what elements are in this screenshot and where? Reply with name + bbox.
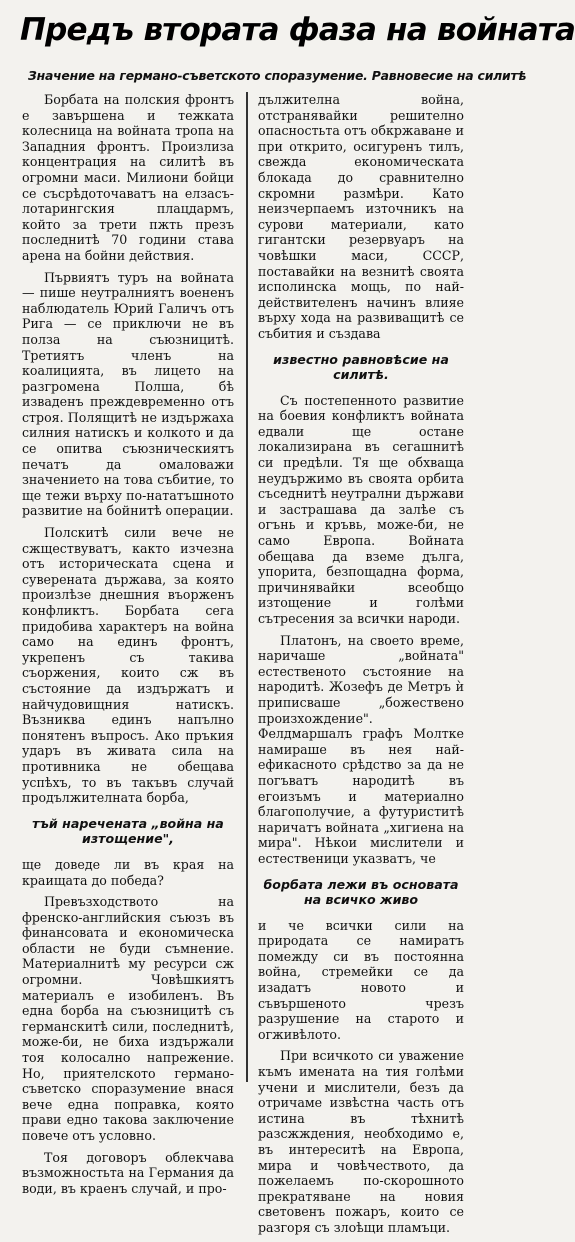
subheadline: Значение на германо-съветското споразумение. Равновесие на силитѣ	[28, 68, 527, 83]
intertitle: тъй наречената „война на изтощение",	[32, 815, 224, 847]
paragraph: Тоя договоръ облекчава възможностьта на Германия да води, въ краенъ случай, и про-	[22, 1149, 234, 1196]
headline: Предъ втората фаза на войната	[20, 12, 575, 48]
paragraph: Първиятъ туръ на войната — пише неутралниятъ воененъ наблюдатель Юрий Галичъ отъ Рига — се приключи не въ полза на съюзницитѣ. Третиятъ членъ на коалицията, въ лицето на разгромена Полша, бѣ изваденъ преждевременно отъ строя. Полящитѣ не издържаха силния натискъ и колкото и да се опитва съюзническиятъ печатъ да омаловажи значението на това събитие, то ще тежи върху по-нататъшното развитие на бойнитѣ операции.	[22, 269, 234, 519]
paragraph: Съ постепенното развитие на боевия конфликтъ войната едвали ще остане локализирана въ сегашнитѣ си предѣли. Тя ще обхваща неудържимо въ своята орбита съседнитѣ неутрални държави и застрашава да залѣе съ огънь и кръвь, може-би, не само Европа. Войната обещава да вземе дълга, упорита, безпощадна форма, причинявайки всеобщо изтощение и голѣми сътресения за всички народи.	[258, 392, 464, 626]
intertitle: известно равновѣсие на силитѣ.	[273, 351, 449, 383]
paragraph: ще доведе ли въ края на краищата до победа?	[22, 856, 234, 888]
paragraph: Платонъ, на своето време, наричаше „войната" естественото състояние на народитѣ. Жозефъ де Метръ ѝ приписваше „божествено произхождение". Фелдмаршалъ графъ Молтке намираше въ нея най-ефикасното срѣдство за да не погъватъ народитѣ въ егоизъмъ и материално благополучие, а футуриститѣ наричатъ войната „хигиена на мира". Нѣкои мислители и естественици указватъ, че	[258, 632, 464, 866]
paragraph: При всичкото си уважение къмъ имената на тия голѣми учени и мислители, безъ да отричаме извѣстна часть отъ истина въ тѣхнитѣ разсжждения, необходимо е, въ интереситѣ на Европа, мира и човѣчеството, да пожелаемъ по-скорошното прекратяване на новия световенъ пожаръ, които се разгоря съ злоѣщи пламъци.	[258, 1048, 464, 1235]
paragraph: Борбата на полския фронтъ е завършена и тежката колесница на войната тропа на Западния фронтъ. Произлиза концентрация на силитѣ въ огромни маси. Милиони бойци се съсрѣдоточаватъ на елзасъ-лотарингския плацдармъ, който за трети пжть презъ последнитѣ 70 години става арена на бойни действия.	[22, 92, 234, 263]
article-body	[10, 92, 464, 1235]
paragraph: и че всички сили на природата се намиратъ помежду си въ постоянна война, стремейки се да изадатъ новото и съвършеното чрезъ разрушение на старото и огживѣлото.	[258, 917, 464, 1042]
column-divider	[246, 92, 248, 1082]
right-column	[258, 92, 464, 1242]
paragraph: Превъзходството на френско-английския съюзъ въ финансовата и економическа области не буди съмнение. Материалнитѣ му ресурси сж огромни. Човѣшкиятъ материалъ е изобиленъ. Въ една борба на съюзницитѣ съ германскитѣ сили, последнитѣ, може-би, не биха издържали тоя колосално напрежение. Но, приятелското германо-съветско споразумение внася вече една поправка, която прави едно такова заключение повече отъ условно.	[22, 894, 234, 1143]
intertitle: борбата лежи въ основата на всичко живо	[263, 876, 459, 908]
left-column	[22, 92, 234, 1202]
paragraph: Полскитѣ сили вече не сжществуватъ, както изчезна отъ историческата сцена и суверената държава, за която произлѣзе днешния въорженъ конфликтъ. Борбата сега придобива характеръ на война само на единъ фронтъ, укрепенъ съ такива съоржения, които сж въ състояние да издържатъ и найчудовищния натискъ. Възниква единъ напълно понятенъ въпросъ. Ако пръкия ударъ въ живата сила на противника не обещава успѣхъ, то въ такъвъ случай продължителната борба,	[22, 525, 234, 806]
paragraph: дължителна война, отстранявайки решително опасностьта отъ обкржаване и при открито, осигуренъ тилъ, свежда економическата блокада до сравнително скромни размѣри. Като неизчерпаемъ източникъ на сурови материали, като гигантски резервуаръ на човѣшки маси, СССР, поставайки на везнитѣ своята исполинска мощь, по най-действителенъ начинъ влияе върху хода на развиващитѣ се събития и създава	[258, 92, 464, 341]
